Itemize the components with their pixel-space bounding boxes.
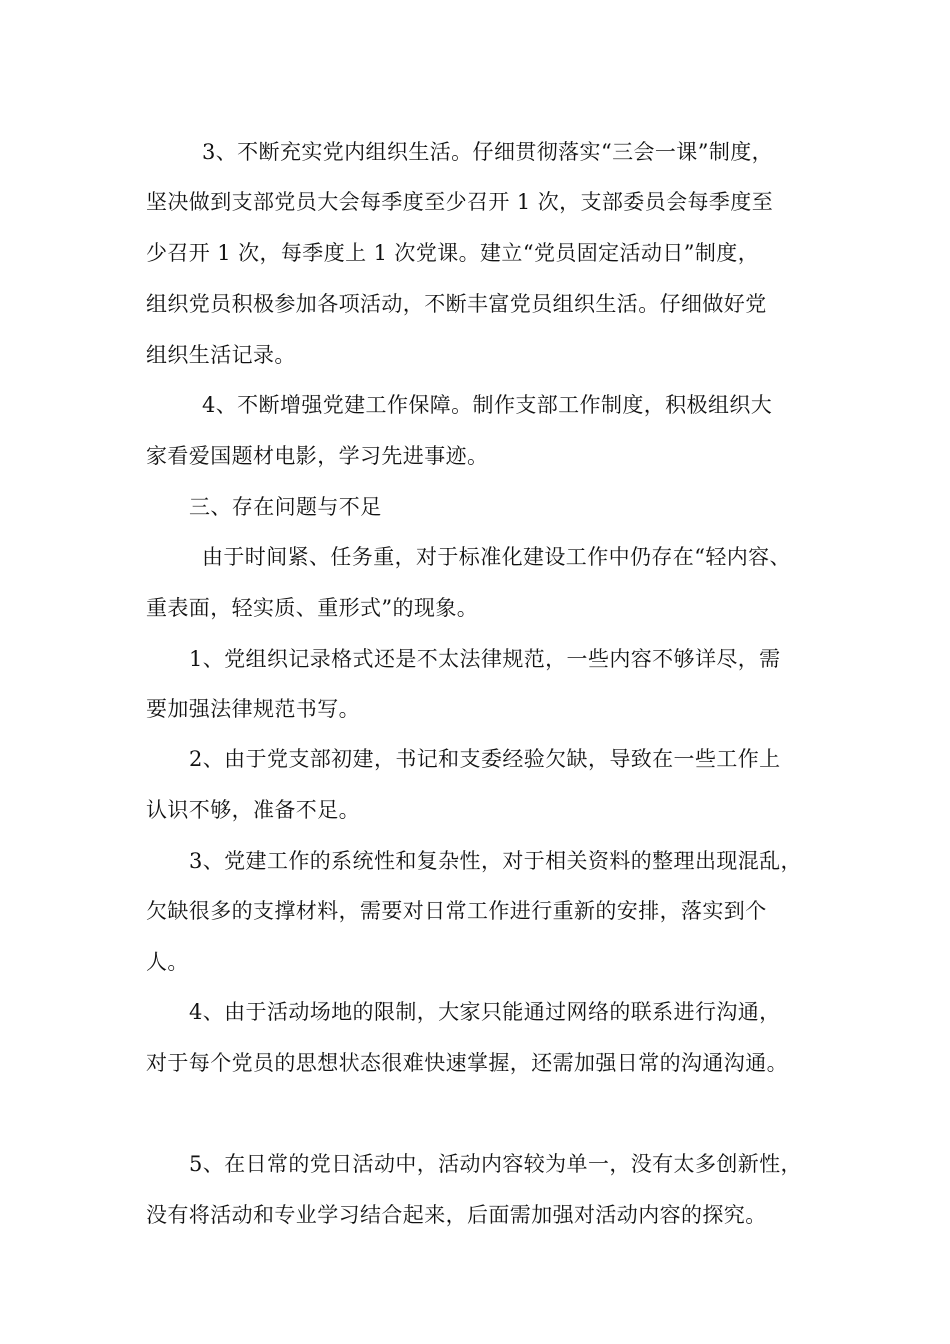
problem-4-line-2: 对于每个党员的思想状态很难快速掌握，还需加强日常的沟通沟通。 <box>146 1051 788 1075</box>
paragraph-4-line-1: 4、不断增强党建工作保障。制作支部工作制度，积极组织大 <box>202 393 773 417</box>
problem-5-line-1: 5、在日常的党日活动中，活动内容较为单一，没有太多创新性， <box>189 1152 802 1176</box>
paragraph-3-line-2: 坚决做到支部党员大会每季度至少召开 1 次，支部委员会每季度至 <box>146 190 774 214</box>
problem-3-line-1: 3、党建工作的系统性和复杂性，对于相关资料的整理出现混乱， <box>189 849 802 873</box>
paragraph-3-line-1: 3、不断充实党内组织生活。仔细贯彻落实“三会一课”制度， <box>202 140 774 164</box>
problem-2-line-1: 2、由于党支部初建，书记和支委经验欠缺，导致在一些工作上 <box>189 747 781 771</box>
intro-line-1: 由于时间紧、任务重，对于标准化建设工作中仍存在“轻内容、 <box>202 545 791 569</box>
intro-line-2: 重表面，轻实质、重形式”的现象。 <box>146 596 479 620</box>
paragraph-3-line-3: 少召开 1 次，每季度上 1 次党课。建立“党员固定活动日”制度， <box>146 241 760 265</box>
problem-3-line-3: 人。 <box>146 950 189 974</box>
problem-1-line-2: 要加强法律规范书写。 <box>146 697 360 721</box>
section-heading: 三、存在问题与不足 <box>189 495 382 519</box>
problem-5-line-2: 没有将活动和专业学习结合起来，后面需加强对活动内容的探究。 <box>146 1203 767 1227</box>
paragraph-4-line-2: 家看爱国题材电影，学习先进事迹。 <box>146 444 489 468</box>
problem-1-line-1: 1、党组织记录格式还是不太法律规范，一些内容不够详尽，需 <box>189 647 781 671</box>
paragraph-3-line-4: 组织党员积极参加各项活动，不断丰富党员组织生活。仔细做好党 <box>146 292 767 316</box>
problem-4-line-1: 4、由于活动场地的限制，大家只能通过网络的联系进行沟通， <box>189 1000 781 1024</box>
paragraph-3-line-5: 组织生活记录。 <box>146 343 296 367</box>
problem-3-line-2: 欠缺很多的支撑材料，需要对日常工作进行重新的安排，落实到个 <box>146 899 767 923</box>
problem-2-line-2: 认识不够，准备不足。 <box>146 798 360 822</box>
